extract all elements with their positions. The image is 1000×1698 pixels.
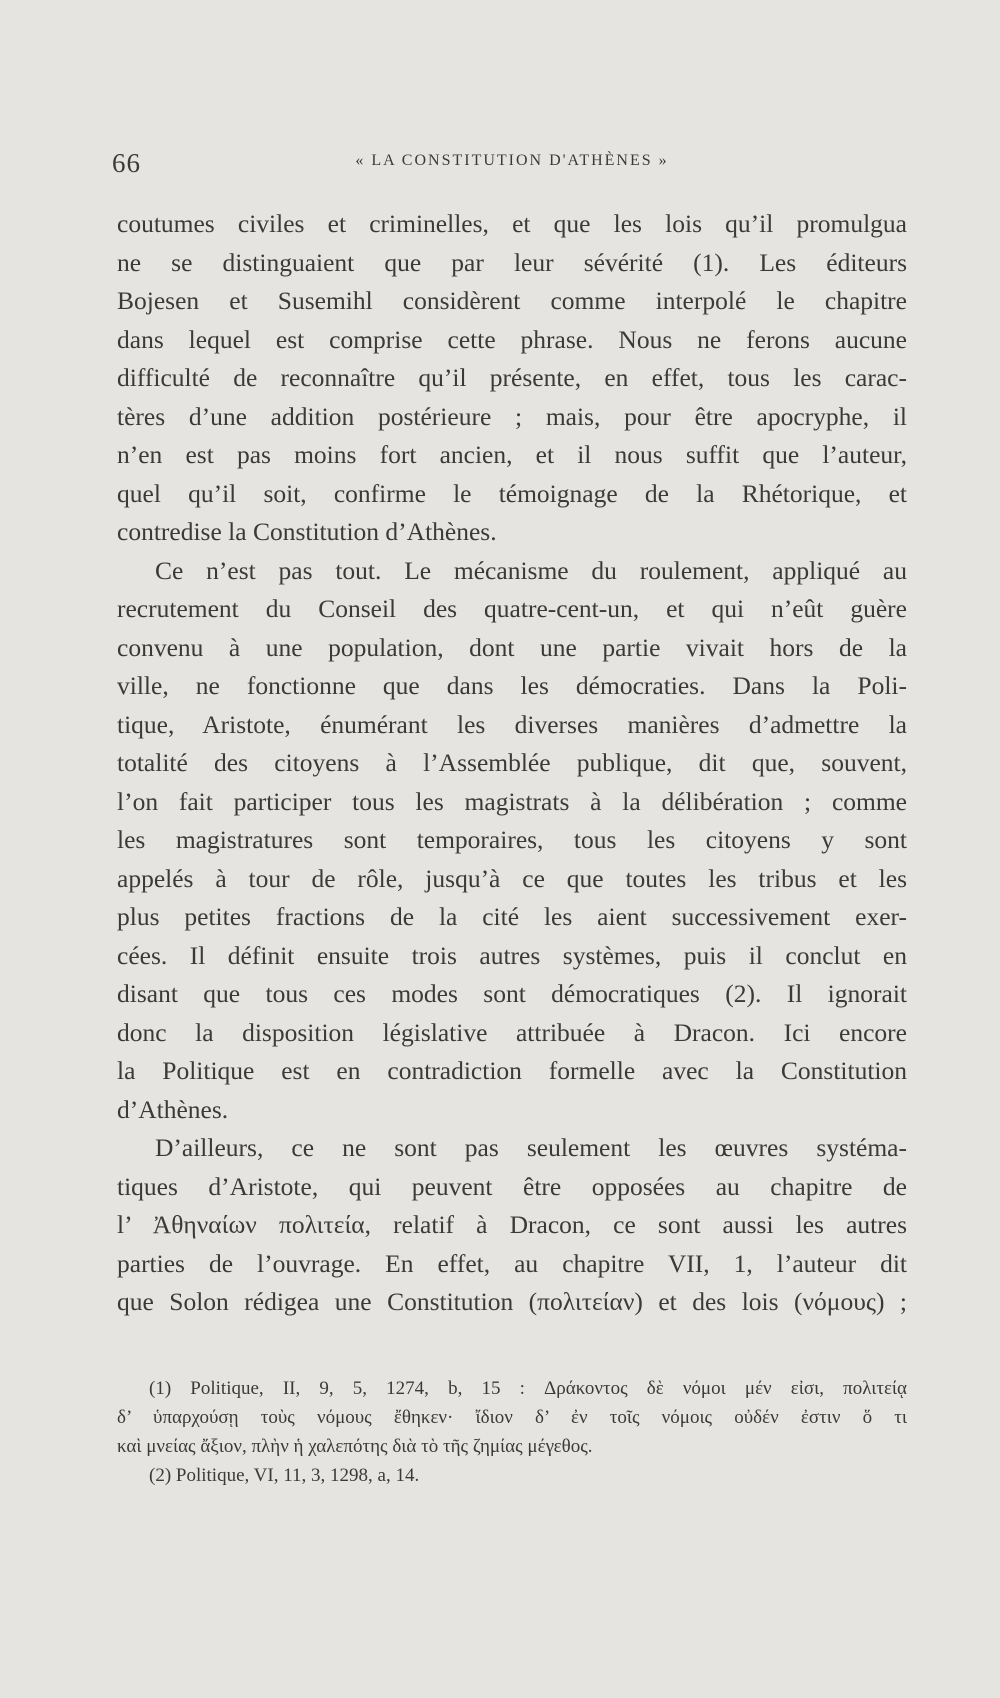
- text-line: ville, ne fonctionne que dans les démocraties. Dans la Poli-: [117, 671, 907, 700]
- text-line: que Solon rédigea une Constitution (πολιτείαν) et des lois (νόμους) ;: [117, 1287, 907, 1316]
- text-line: Ce n’est pas tout. Le mécanisme du roulement, appliqué au: [155, 555, 907, 585]
- text-line: D’ailleurs, ce ne sont pas seulement les œuvres systéma-: [155, 1133, 907, 1162]
- text-line: tiques d’Aristote, qui peuvent être opposées au chapitre de: [117, 1171, 907, 1201]
- text-line: les magistratures sont temporaires, tous les citoyens y sont: [117, 825, 907, 854]
- text-line: difficulté de reconnaître qu’il présente, en effet, tous les carac-: [117, 363, 907, 392]
- running-title: « LA CONSTITUTION D'ATHÈNES »: [355, 152, 669, 169]
- text-line: tique, Aristote, énumérant les diverses manières d’admettre la: [117, 709, 907, 739]
- footnote-line: (1) Politique, II, 9, 5, 1274, b, 15 : Δράκοντος δὲ νόμοι μέν εἰσι, πολιτείᾳ: [149, 1378, 907, 1399]
- text-line: plus petites fractions de la cité les aient successivement exer-: [117, 902, 907, 931]
- footnotes: [117, 1374, 907, 1490]
- text-line: quel qu’il soit, confirme le témoignage de la Rhétorique, et: [117, 478, 907, 508]
- footnote-line: (2) Politique, VI, 11, 3, 1298, a, 14.: [149, 1465, 420, 1486]
- text-line: cées. Il définit ensuite trois autres systèmes, puis il conclut en: [117, 940, 907, 970]
- text-line: contredise la Constitution d’Athènes.: [117, 517, 497, 546]
- text-line: dans lequel est comprise cette phrase. Nous ne ferons aucune: [117, 324, 907, 354]
- text-line: coutumes civiles et criminelles, et que les lois qu’il promulgua: [117, 209, 907, 238]
- text-line: l’ Ἀθηναίων πολιτεία, relatif à Dracon, ce sont aussi les autres: [117, 1210, 907, 1239]
- text-line: n’en est pas moins fort ancien, et il nous suffit que l’auteur,: [117, 440, 907, 469]
- text-line: la Politique est en contradiction formelle avec la Constitution: [117, 1056, 907, 1085]
- text-line: convenu à une population, dont une partie vivait hors de la: [117, 632, 907, 662]
- text-line: ne se distinguaient que par leur sévérité (1). Les éditeurs: [117, 247, 907, 277]
- text-line: Bojesen et Susemihl considèrent comme interpolé le chapitre: [117, 286, 907, 315]
- body-text: [117, 205, 907, 1322]
- text-line: recrutement du Conseil des quatre-cent-un, et qui n’eût guère: [117, 594, 907, 623]
- text-line: disant que tous ces modes sont démocratiques (2). Il ignorait: [117, 979, 907, 1008]
- text-line: donc la disposition législative attribuée à Dracon. Ici encore: [117, 1017, 907, 1047]
- text-line: tères d’une addition postérieure ; mais, pour être apocryphe, il: [117, 401, 907, 431]
- footnote-line: δ’ ὑπαρχούσῃ τοὺς νόμους ἔθηκεν· ἴδιον δ’ ἐν τοῖς νόμοις οὐδέν ἐστιν ὅ τι: [117, 1407, 907, 1428]
- text-line: l’on fait participer tous les magistrats à la délibération ; comme: [117, 786, 907, 816]
- text-line: appelés à tour de rôle, jusqu’à ce que toutes les tribus et les: [117, 863, 907, 893]
- text-line: d’Athènes.: [117, 1094, 229, 1124]
- footnote-line: καὶ μνείας ἄξιον, πλὴν ἡ χαλεπότης διὰ τὸ τῆς ζημίας μέγεθος.: [117, 1436, 593, 1457]
- page-number: 66: [112, 148, 141, 178]
- text-line: totalité des citoyens à l’Assemblée publique, dit que, souvent,: [117, 748, 907, 777]
- text-line: parties de l’ouvrage. En effet, au chapitre VII, 1, l’auteur dit: [117, 1248, 907, 1278]
